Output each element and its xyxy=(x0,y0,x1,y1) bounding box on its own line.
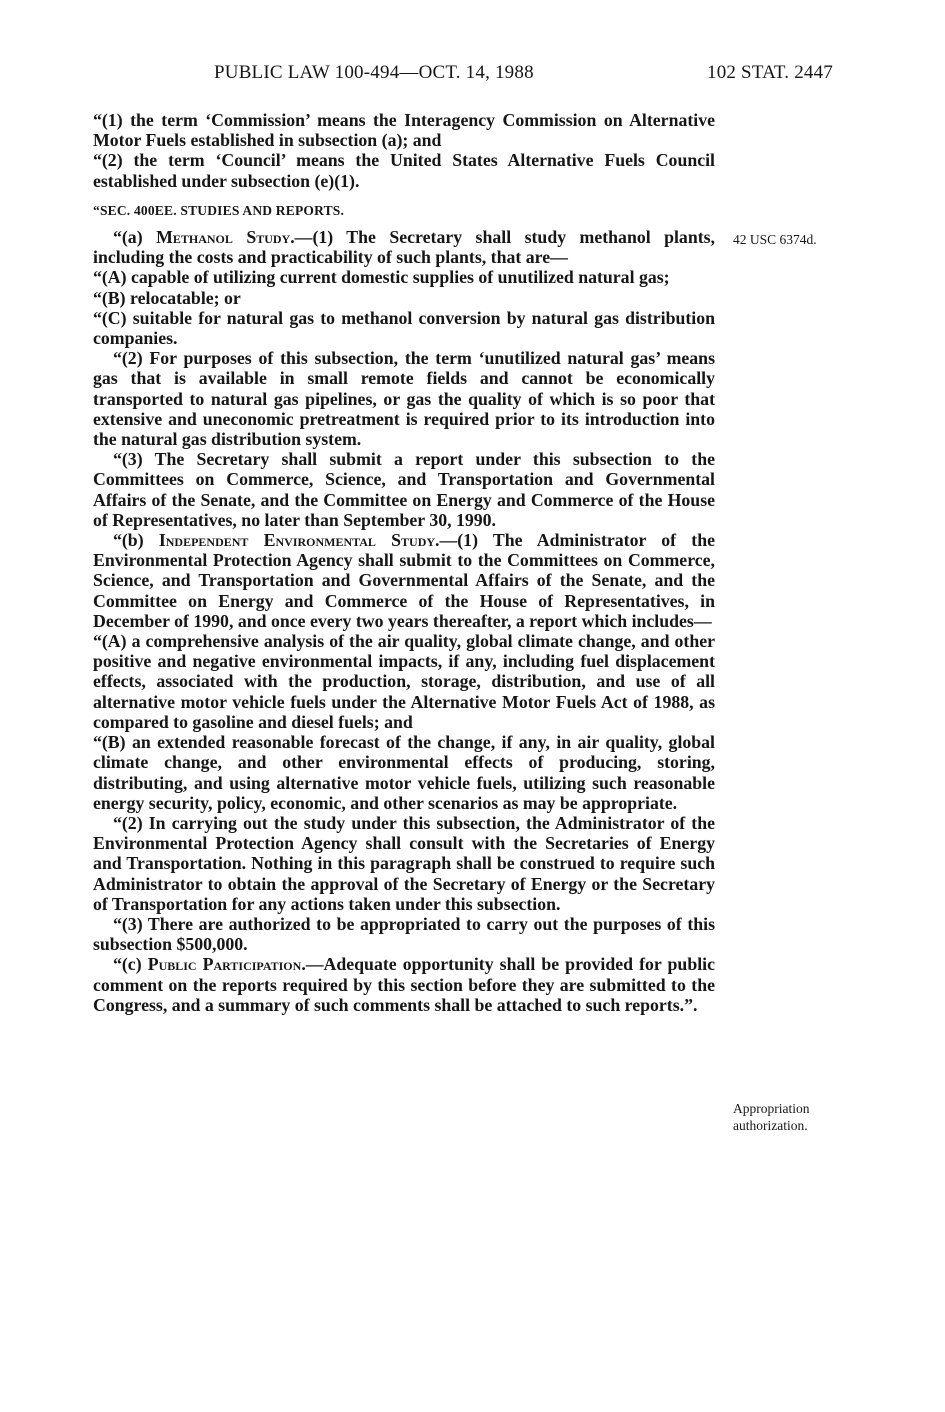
subsection-b-intro xyxy=(93,530,715,631)
subsection-c-text: .—Adequate opportunity shall be provided for public comment on the reports required by this section before they are submitted to the Congress, and a summary of such comments shall be attached to such reports.”. xyxy=(93,954,715,1015)
margin-note-usc-citation: 42 USC 6374d. xyxy=(733,232,817,247)
subsection-b-item-A: “(A) a comprehensive analysis of the air quality, global climate change, and other positive and negative environmental impacts, if any, including fuel displacement effects, associated with the production, storage, distribution, and use of all alternative motor vehicle fuels under the Alternative Motor Fuels Act of 1988, as compared to gasoline and diesel fuels; and xyxy=(93,631,715,732)
subsection-b-text: .—(1) The Administrator of the Environmental Protection Agency shall submit to the Committees on Commerce, Science, and Transportation and Governmental Affairs of the Senate, and the Committee on Energy and Commerce of the House of Representatives, in December of 1990, and once every two years thereafter, a report which includes— xyxy=(93,530,715,631)
subsection-a-text: .—(1) The Secretary shall study methanol plants, including the costs and practicability of such plants, that are— xyxy=(93,227,715,268)
subsection-c-lead: “(c) xyxy=(113,954,148,975)
subsection-b-paragraph-3: “(3) There are authorized to be appropriated to carry out the purposes of this subsection $500,000. xyxy=(93,913,715,955)
definition-council: “(2) the term ‘Council’ means the United States Alternative Fuels Council established under subsection (e)(1). xyxy=(93,150,715,191)
subsection-a-paragraph-2: “(2) For purposes of this subsection, the term ‘unutilized natural gas’ means gas that is available in small remote fields and cannot be economically transported to natural gas pipelines, or gas the quality of which is so poor that extensive and uneconomic pretreatment is required prior to its introduction into the natural gas distribution system. xyxy=(93,348,715,450)
subsection-a-paragraph-3: “(3) The Secretary shall submit a report under this subsection to the Committees on Commerce, Science, and Transportation and Governmental Affairs of the Senate, and the Committee on Energy and Commerce of the House of Representatives, no later than September 30, 1990. xyxy=(93,449,715,530)
statute-body xyxy=(93,110,715,1015)
margin-note-appropriation-line2: authorization. xyxy=(733,1117,808,1133)
subsection-a-intro xyxy=(93,227,715,267)
subsection-a-caption: Methanol Study xyxy=(156,227,291,248)
subsection-a-item-A: “(A) capable of utilizing current domestic supplies of unutilized natural gas; xyxy=(93,267,670,288)
subsection-b-item-B: “(B) an extended reasonable forecast of the change, if any, in air quality, global climate change, and other environmental effects of producing, storing, distributing, and using alternative motor vehicle fuels, utilizing such reasonable energy security, policy, economic, and other scenarios as may be appropriate. xyxy=(93,732,715,813)
subsection-c-caption: Public Participation xyxy=(147,954,302,975)
definition-commission: “(1) the term ‘Commission’ means the Interagency Commission on Alternative Motor Fuels established in subsection (a); and xyxy=(93,110,715,151)
subsection-a-item-B: “(B) relocatable; or xyxy=(93,287,241,308)
running-header-law: PUBLIC LAW 100-494—OCT. 14, 1988 xyxy=(214,62,534,83)
subsection-c xyxy=(93,954,715,1015)
margin-note-appropriation xyxy=(733,1101,810,1134)
subsection-b-lead: “(b) xyxy=(113,530,159,551)
subsection-a-lead: “(a) xyxy=(113,227,157,248)
running-header-stat: 102 STAT. 2447 xyxy=(707,62,834,83)
margin-note-appropriation-line1: Appropriation xyxy=(733,1101,810,1116)
subsection-a-item-C: “(C) suitable for natural gas to methanol conversion by natural gas distribution companies. xyxy=(93,307,715,349)
subsection-b-paragraph-2: “(2) In carrying out the study under this subsection, the Administrator of the Environmental Protection Agency shall consult with the Secretaries of Energy and Transportation. Nothing in this paragraph shall be construed to require such Administrator to obtain the approval of the Secretary of Energy or the Secretary of Transportation for any actions taken under this subsection. xyxy=(93,812,715,914)
subsection-b-caption: Independent Environmental Study xyxy=(158,530,436,551)
section-heading: “SEC. 400EE. STUDIES AND REPORTS. xyxy=(93,202,345,218)
